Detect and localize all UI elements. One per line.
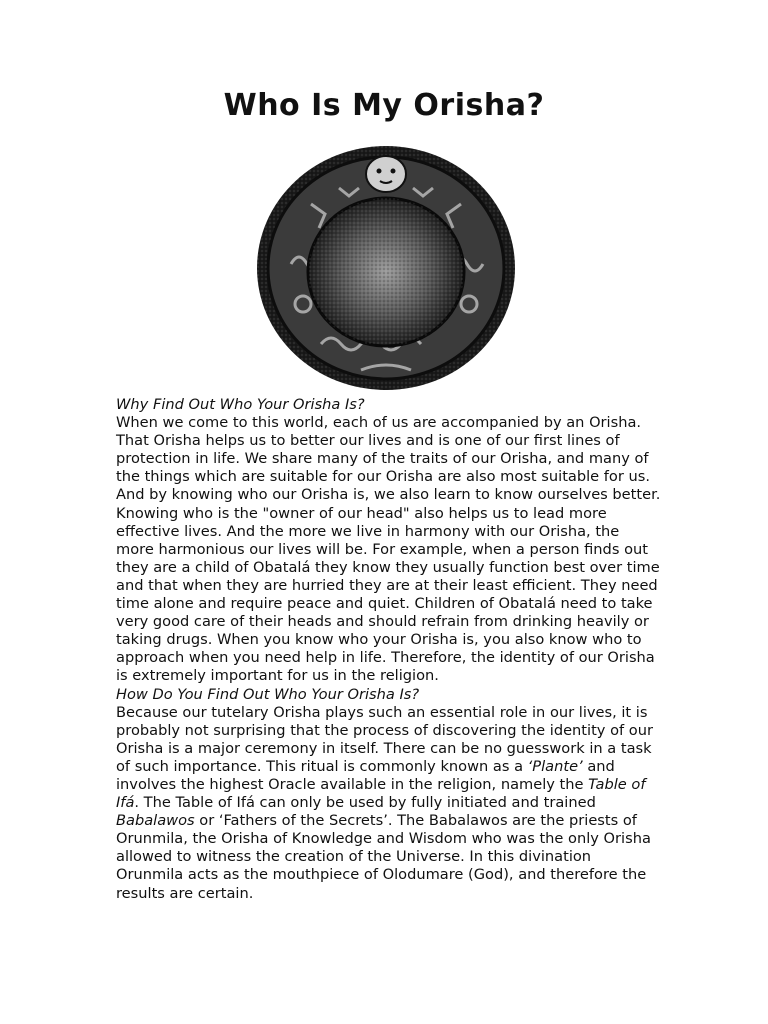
page-title: Who Is My Orisha? — [223, 88, 545, 123]
babalawos-term: Babalawos — [116, 812, 195, 830]
article-body — [116, 396, 661, 903]
plante-term: ‘Plante’ — [527, 757, 583, 775]
section-body-how — [116, 704, 661, 903]
body-text-segment: Because our tutelary Orisha plays such an essential role in our lives, it is probably not surprising that the process of discovering the identity of our Orisha is a major ceremony in itself. There can be no guesswork in a task of such importance. This ritual is commonly known as a — [116, 703, 653, 775]
body-text-segment: . The Table of Ifá can only be used by fully initiated and trained — [134, 794, 596, 812]
section-body-why: When we come to this world, each of us are accompanied by an Orisha. That Orisha helps us to better our lives and is one of our first lines of protection in life. We share many of the traits of our Orisha, and many of the things which are suitable for our Orisha are also most suitable for us. And by knowing who our Orisha is, we also learn to know ourselves better. Knowing who is the "owner of our head" also helps us to lead more effective lives. And the more we live in harmony with our Orisha, the more harmonious our lives will be. For example, when a person finds out they are a child of Obatalá they know they usually function best over time and that when they are hurried they are at their least efficient. They need time alone and require peace and quiet. Children of Obatalá need to take very good care of their heads and should refrain from drinking heavily or taking drugs. When you know who your Orisha is, you also know who to approach when you need help in life. Therefore, the identity of our Orisha is extremely important for us in the religion. — [116, 414, 661, 685]
section-heading-how: How Do You Find Out Who Your Orisha Is? — [116, 685, 420, 703]
table-of-ifa-term: Table of Ifá — [116, 775, 646, 812]
body-text-segment: or ‘Fathers of the Secrets’. The Babalawos are the priests of Orunmila, the Orisha of Knowledge and Wisdom who was the only Orisha allowed to witness the creation of the Universe. In this divination Orunmila acts as the mouthpiece of Olodumare (God), and therefore the results are certain. — [116, 812, 651, 902]
section-heading-why: Why Find Out Who Your Orisha Is? — [116, 396, 365, 413]
divination-tray-image — [251, 144, 521, 396]
body-text-segment: and involves the highest Oracle available in the religion, namely the — [116, 757, 615, 793]
